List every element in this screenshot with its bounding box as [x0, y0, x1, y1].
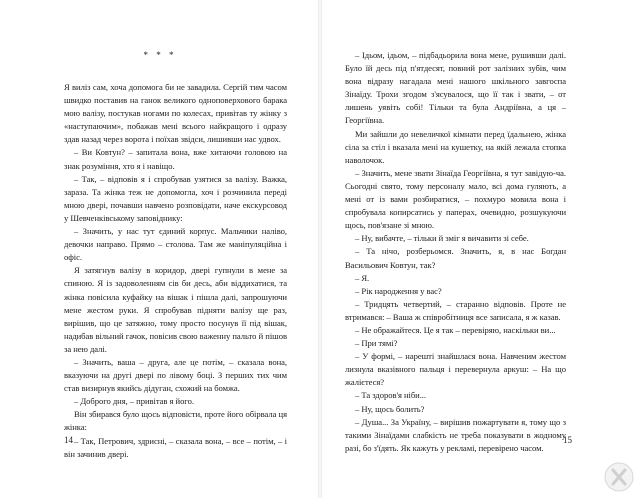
paragraph: – Доброго дня, – привітав я його.: [74, 396, 194, 407]
paragraph: – Так, – відповів я і спробував узятися за валізу. Важка, зараза. Та жінка теж не допомогла, хоч і розчинила переді мною двері, почавши навчено розповідати, наче екскурсовод у Шевченківському заповіднику:: [64, 173, 287, 223]
page-number: 15: [563, 435, 572, 445]
paragraph: – Ну, вибачте, – тільки й зміг я вичавити зі себе.: [355, 233, 529, 244]
paragraph: – Душа... За Україну, – вирішив пожартувати я, тому що з такими Зінаїдами слабкість не треба показувати в жодному разі, бо з'їдять. Як кажуть у рекламі, перевірено часом.: [345, 416, 566, 453]
paragraph: – Ну, щось болить?: [355, 403, 425, 414]
paragraph: – При тямі?: [355, 338, 398, 349]
paragraph: Я затягнув валізу в коридор, двері гупнули в мене за спиною. Я із задоволенням сів би десь, аби віддихатися, та жінка повісила куфайку на вішак і пішла далі, запрошуючи мене жестом руки. Я спробував підняти валізу ще раз, вирішив, що це затяжно, тому просто посунув її під вішак, надибав вільний гачок, повісив свою важенну пальто й пішов за нею далі.: [64, 265, 287, 354]
paragraph: – Не ображайтеся. Це я так – перевіряю, наскільки ви...: [355, 324, 556, 335]
paragraph: Ми зайшли до невеличкої кімнати перед їдальнею, жінка сіла за стіл і вказала мені на кушетку, на якій лежала стопка наволочок.: [345, 128, 566, 165]
paragraph: – Ідьом, ідьом, – підбадьорила вона мене, рушивши далі. Було їй десь під п'ятдесят, повний рот залізних зубів, чим вона відразу нагадала мені нашого шкільного завгоспа Зінаїду. Трохи згодом з'ясувалося, що її так і звати, – от лишень уявіть собі! Тільки та була Андріївна, а ця – Георгіївна.: [345, 50, 566, 126]
paragraph: – Значить, у нас тут єдиний корпус. Мальчики наліво, девочки направо. Прямо – столова. Там же маніпуляційна і офіс.: [64, 226, 287, 263]
left-page-text: [64, 81, 287, 461]
paragraph: – У формі, – нарешті знайшлася вона. Навченим жестом лизнула вказівного пальця і перевернула аркуш: – На що жалієтеся?: [345, 351, 566, 388]
right-page-text: [345, 49, 566, 455]
paragraph: – Значить, ваша – друга, але це потім, – сказала вона, вказуючи на другі двері по лівому боці. З перших тих чим став визирнув якийсь дідуган, схожий на бомжа.: [64, 356, 287, 394]
paragraph: – Так, Петрович, здрисні, – сказала вона, – все – потім, – і він зачинив двері.: [64, 435, 287, 459]
paragraph: Він збирався було щось відповісти, проте його обірвала ця жінка:: [64, 409, 287, 433]
paragraph: – Я.: [355, 272, 370, 283]
paragraph: – Тридцять четвертий, – старанно відповів. Проте не втримався: – Ваша ж співробітниця все записала, я ж казав.: [345, 298, 566, 322]
paragraph: – Ви Ковтун? – запитала вона, вже хитаючи головою на знак розуміння, хто я і навіщо.: [64, 147, 287, 171]
page-number: 14: [64, 435, 73, 445]
right-page: [322, 0, 640, 498]
paragraph: Я виліз сам, хоча допомога би не завадила. Сергій тим часом швидко поставив на ганок великого одноповерхового барака мою валізу, постукав ногами по колесах, привітав ту жінку з «наступаючим», побажав мені всього найкращого і одразу здав назад через ворота і поїхав звідси, лишивши нас удвох.: [64, 82, 287, 145]
watermark-logo-icon: [604, 462, 634, 492]
section-ornament: * * *: [143, 50, 177, 60]
paragraph: – Рік народження у вас?: [355, 285, 442, 296]
paragraph: – Та здоров'я ніби...: [355, 390, 427, 401]
paragraph: – Та нічо, розберьомся. Значить, я, в нас Богдан Васильович Ковтун, так?: [345, 246, 566, 270]
paragraph: – Значить, мене звати Зінаїда Георгіївна, я тут завідую-ча. Сьогодні свято, тому персоналу мало, всі дома гуляють, а мені от із вами розбиратися, – похмуро мовила вона і спробувала копирсатись у паперах, очевидно, розшукуючи щось, пов'язане зі мною.: [345, 167, 566, 231]
